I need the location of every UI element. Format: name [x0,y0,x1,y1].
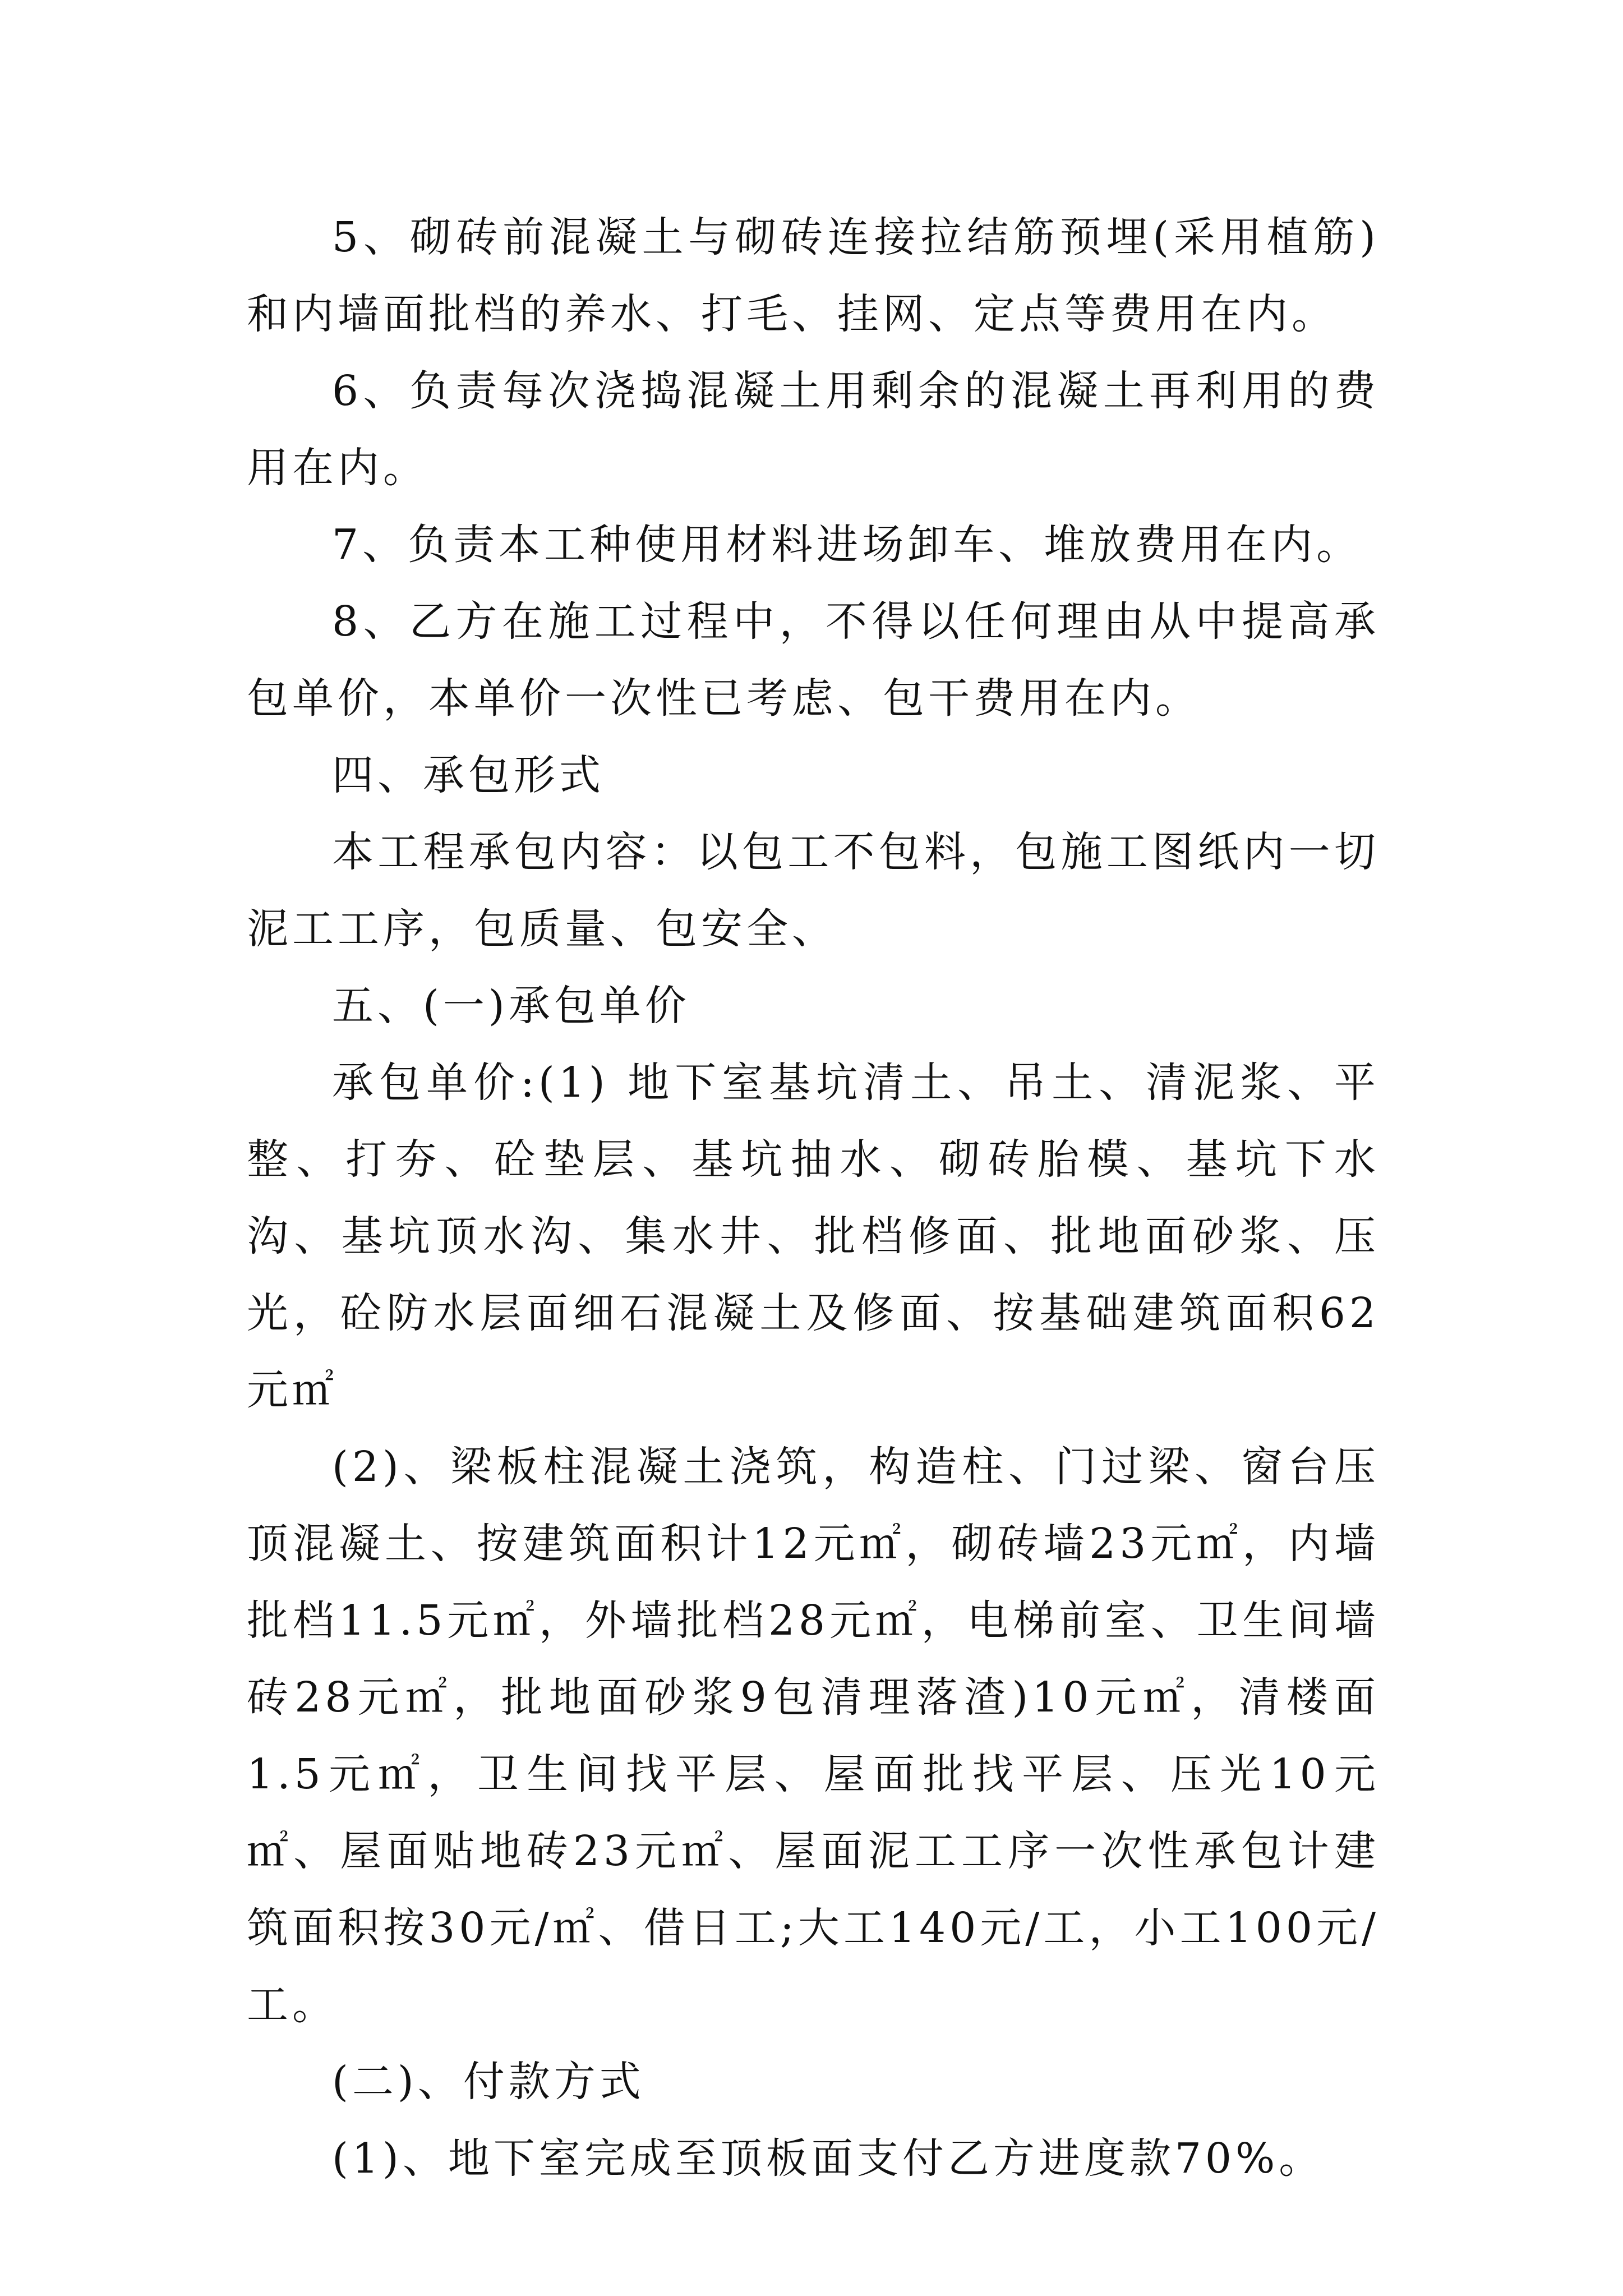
paragraph-item-7: 7、负责本工种使用材料进场卸车、堆放费用在内。 [332,521,1362,569]
section-heading-contract-form: 四、承包形式 [332,751,605,799]
paragraph-item-6: 6、负责每次浇捣混凝土用剩余的混凝土再利用的费用在内。 [247,367,1380,492]
section-heading-unit-price: 五、(一)承包单价 [332,982,690,1030]
paragraph-unit-price-1: 承包单价:(1) 地下室基坑清土、吊土、清泥浆、平整、打夯、砼垫层、基坑抽水、砌砖胎模、基坑下水沟、基坑顶水沟、集水井、批档修面、批地面砂浆、压光，砼防水层面细石混凝土及修面、按基础建筑面积62元㎡ [247,1059,1380,1414]
paragraph-item-5: 5、砌砖前混凝土与砌砖连接拉结筋预埋(采用植筋)和内墙面批档的养水、打毛、挂网、定点等费用在内。 [247,213,1380,338]
section-heading-payment-method: (二)、付款方式 [332,2058,645,2106]
paragraph-item-8: 8、乙方在施工过程中，不得以任何理由从中提高承包单价，本单价一次性已考虑、包干费用在内。 [247,597,1380,723]
paragraph-unit-price-2: (2)、梁板柱混凝土浇筑，构造柱、门过梁、窗台压顶混凝土、按建筑面积计12元㎡，砌砖墙23元㎡，内墙批档11.5元㎡，外墙批档28元㎡，电梯前室、卫生间墙砖28元㎡，批地面砂浆9包清理落渣)10元㎡，清楼面1.5元㎡，卫生间找平层、屋面批找平层、压光10元㎡、屋面贴地砖23元㎡、屋面泥工工序一次性承包计建筑面积按30元/㎡、借日工;大工140元/工，小工100元/工。 [247,1443,1380,2029]
paragraph-contract-content: 本工程承包内容：以包工不包料，包施工图纸内一切泥工工序，包质量、包安全、 [247,828,1380,953]
paragraph-payment-1: (1)、地下室完成至顶板面支付乙方进度款70%。 [332,2134,1325,2183]
document-body [247,199,1380,2197]
